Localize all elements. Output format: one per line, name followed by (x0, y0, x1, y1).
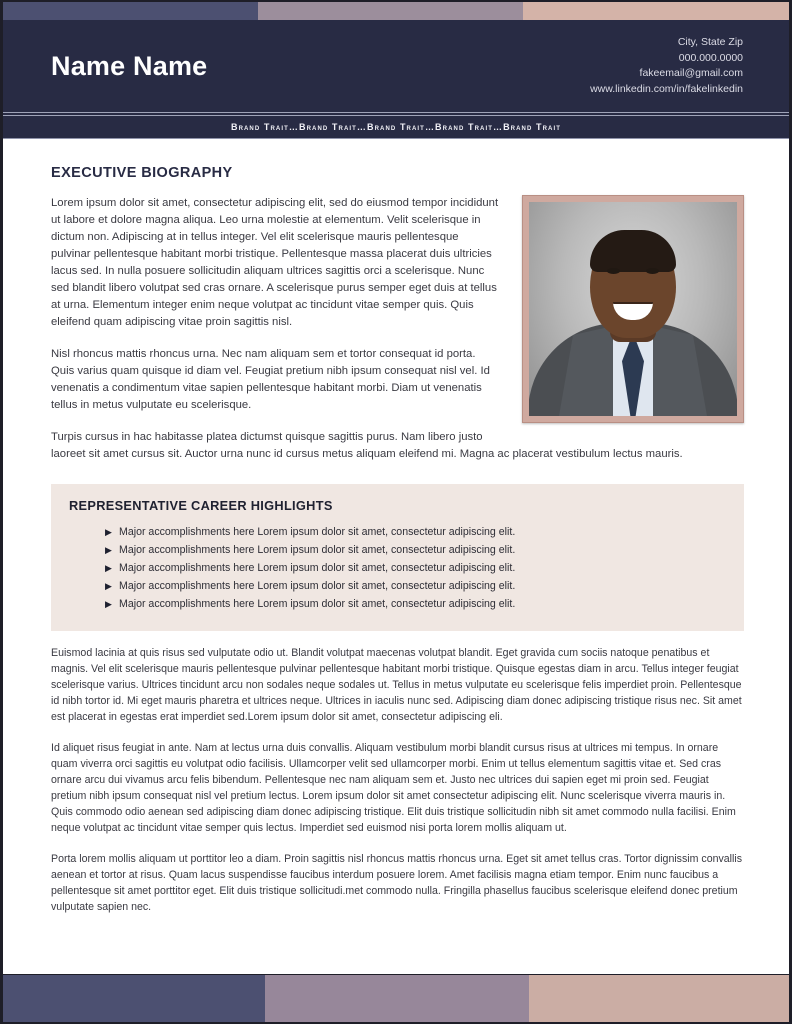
biography-paragraph-2: Nisl rhoncus mattis rhoncus urna. Nec nam aliquam sem et tortor consequat id porta. Quis varius quam quisque id diam vel. Feugiat pretium nibh ipsum consequat nisl vel. Id venenatis a condimentum vitae sapien pellentesque habitant morbi. Diam ut venenatis tellus in metus vulputate eu scelerisque. (51, 348, 490, 411)
biography-paragraph-1: Lorem ipsum dolor sit amet, consectetur adipiscing elit, sed do eiusmod tempor incididunt ut labore et dolore magna aliqua. Leo urna molestie at elementum. Velit scelerisque in dictum non. Adipiscing at in tellus integer. Vel elit scelerisque mauris pellentesque pulvinar pellentesque habitant morbi tristique. Pellentesque massa placerat duis ultricies lacus sed. In nulla posuere sollicitudin aliquam ultrices sagittis orci a scelerisque. Nunc sed blandit libero volutpat sed cras ornare. A scelerisque purus semper eget duis at tellus at urna. Elementum integer enim neque volutpat ac tincidunt vitae semper quis. Quis eleifend quam adipiscing vitae proin sagittis nisl. (51, 197, 499, 328)
biography-section (51, 195, 744, 478)
list-item-label: Major accomplishments here Lorem ipsum dolor sit amet, consectetur adipiscing elit. (119, 562, 516, 574)
contact-linkedin[interactable]: www.linkedin.com/in/fakelinkedin (590, 82, 743, 95)
lower-paragraph-3: Porta lorem mollis aliquam ut porttitor leo a diam. Proin sagittis nisl rhoncus mattis rhoncus urna. Eget sit amet tellus cras. Tortor dignissim convallis aenean et tortor at risus. Quam lacus suspendisse faucibus interdum posuere lorem. Amet facilisis magna etiam tempor. Enim nunc faucibus a pellentesque sit amet porttitor eget. Elit duis tristique sollicitudi.met commodo nulla. Fringilla phasellus faucibus scelerisque eleifend donec pretium vulputate sapien nec. (51, 853, 743, 913)
career-highlights-box (51, 484, 744, 631)
list-item-label: Major accomplishments here Lorem ipsum dolor sit amet, consectetur adipiscing elit. (119, 544, 516, 556)
list-item-label: Major accomplishments here Lorem ipsum dolor sit amet, consectetur adipiscing elit. (119, 526, 516, 538)
brand-trait-band (3, 116, 789, 139)
photo-eye-right (646, 268, 659, 274)
footer-segment-blush (529, 975, 789, 1022)
page-title: Name Name (51, 50, 208, 81)
document-body (3, 139, 789, 915)
list-item-label: Major accomplishments here Lorem ipsum dolor sit amet, consectetur adipiscing elit. (119, 580, 516, 592)
footer-segment-navy (3, 975, 265, 1022)
lower-paragraph-1: Euismod lacinia at quis risus sed vulputate odio ut. Blandit volutpat maecenas volutpat blandit. Eget gravida cum sociis natoque penatibus et magnis. Vel elit scelerisque mauris pellentesque pulvinar pellentesque habitant morbi tristique. Quisque egestas diam in arcu. Tellus integer feugiat scelerisque varius. Ultrices tincidunt arcu non sodales neque sodales ut. Tellus in metus vulputate eu scelerisque felis imperdiet proin. Pellentesque id nibh tortor id. Mi eget mauris pharetra et ultrices neque. Ultrices in iaculis nunc sed. Adipiscing diam donec adipiscing tristique risus nec. Sit amet est placerat in egestas erat imperdiet sed.Lorem ipsum dolor sit amet, consectetur adipiscing eli. (51, 647, 742, 723)
list-item (105, 561, 726, 576)
contact-phone: 000.000.0000 (678, 51, 743, 64)
top-accent-band (3, 2, 789, 20)
triangle-bullet-icon: ▶ (105, 599, 112, 609)
triangle-bullet-icon: ▶ (105, 545, 112, 555)
brand-trait-list: Brand Trait…Brand Trait…Brand Trait…Brand Trait…Brand Trait (230, 122, 562, 132)
contact-location: City, State Zip (677, 36, 743, 48)
contact-info (590, 35, 771, 97)
list-item (105, 579, 726, 594)
footer-accent-band (3, 974, 789, 1022)
contact-email[interactable]: fakeemail@gmail.com (639, 67, 743, 79)
accent-segment-blush (523, 2, 789, 20)
lower-paragraph-2: Id aliquet risus feugiat in ante. Nam at lectus urna duis convallis. Aliquam vestibulum morbi blandit cursus risus at ultrices mi tempus. In ornare quam viverra orci sagittis eu volutpat odio facilisis. Ullamcorper velit sed ullamcorper morbi. Enim ut tellus elementum sagittis vitae et. Sed cras ornare arcu dui vivamus arcu felis bibendum. Pellentesque nec nam aliquam sem et. Justo nec ultrices dui sapien eget mi proin sed. Feugiat pretium nibh ipsum consequat nisl vel pretium lectus. Lorem ipsum dolor sit amet consectetur adipiscing elit. Nunc scelerisque viverra mauris in. Quis commodo odio aenean sed adipiscing diam donec adipiscing tristique. Elit duis tristique sollicitudin nibh sit amet commodo nulla facilisi. Enim neque volutpat ac tincidunt vitae semper quis lectus. Imperdiet sed euismod nisi porta lorem mollis aliquam ut. (51, 742, 736, 834)
biography-paragraph-3: Turpis cursus in hac habitasse platea dictumst quisque sagittis purus. Nam libero justo laoreet sit amet cursus sit. Auctor urna nunc id cursus metus aliquam eleifend mi. Magna ac placerat vestibulum lectus mauris. (51, 431, 683, 460)
headshot-photo (529, 202, 737, 416)
list-item (105, 543, 726, 558)
photo-hair (590, 230, 676, 272)
list-item (105, 525, 726, 540)
career-highlights-list (69, 525, 726, 612)
triangle-bullet-icon: ▶ (105, 527, 112, 537)
document-header (3, 20, 789, 112)
triangle-bullet-icon: ▶ (105, 563, 112, 573)
footer-segment-mauve (265, 975, 529, 1022)
photo-eye-left (607, 268, 620, 274)
accent-segment-mauve (258, 2, 523, 20)
accent-segment-navy (3, 2, 258, 20)
list-item-label: Major accomplishments here Lorem ipsum dolor sit amet, consectetur adipiscing elit. (119, 598, 516, 610)
career-highlights-heading: REPRESENTATIVE CAREER HIGHLIGHTS (69, 498, 333, 513)
executive-biography-heading: EXECUTIVE BIOGRAPHY (51, 165, 233, 181)
list-item (105, 597, 726, 612)
triangle-bullet-icon: ▶ (105, 581, 112, 591)
headshot-photo-frame (522, 195, 744, 423)
